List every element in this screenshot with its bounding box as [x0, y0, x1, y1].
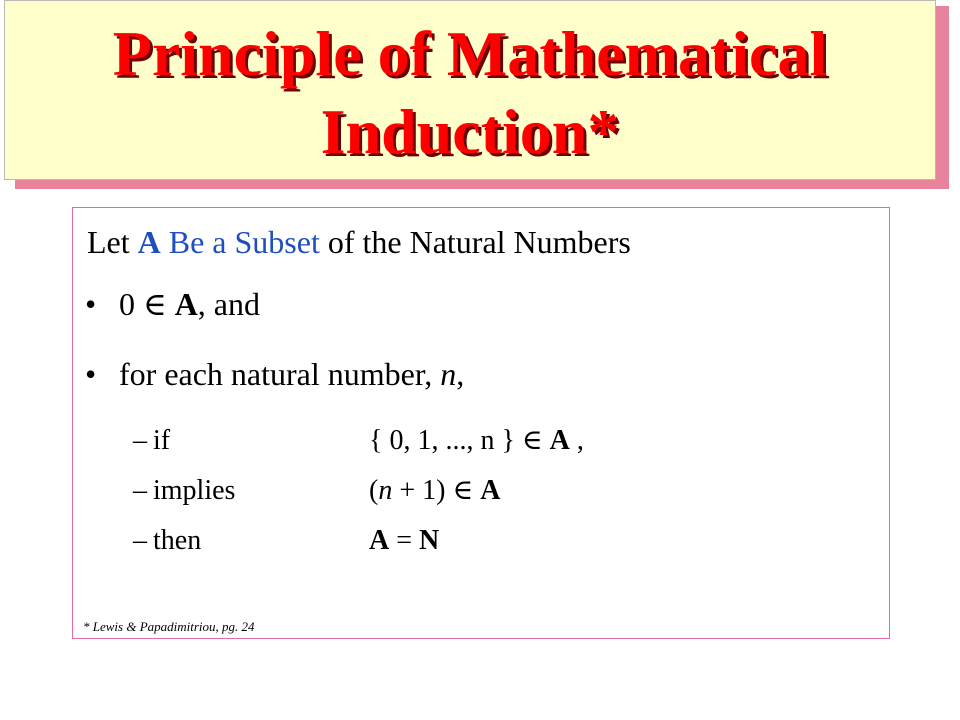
- var-n: n: [378, 475, 393, 506]
- space: [543, 425, 550, 456]
- slide-title: [5, 15, 935, 171]
- bullet-text: [119, 354, 464, 394]
- element-of-symbol: ∈: [521, 425, 543, 456]
- sub-dash: –: [133, 525, 147, 556]
- lead-rest: of the Natural Numbers: [319, 224, 631, 260]
- title-box: [4, 0, 936, 180]
- bullet-text: [119, 284, 260, 324]
- sub-expr: [369, 474, 500, 508]
- sub-item-implies: [133, 474, 500, 508]
- set-n: N: [419, 525, 440, 556]
- set-a: A: [549, 425, 570, 456]
- comma: ,: [456, 356, 465, 392]
- element-of-symbol: ∈: [143, 286, 167, 322]
- lead-line: [87, 222, 631, 262]
- sub-expr: [369, 524, 439, 558]
- set-expr: { 0, 1, ..., n }: [369, 425, 522, 456]
- open-paren: (: [369, 475, 379, 506]
- space: [167, 286, 175, 322]
- zero: 0: [119, 286, 143, 322]
- var-n: n: [440, 356, 457, 392]
- footnote: * Lewis & Papadimitriou, pg. 24: [83, 619, 255, 634]
- lead-set-a: A: [137, 224, 161, 260]
- equals: =: [389, 525, 420, 556]
- and-text: , and: [197, 286, 260, 322]
- set-a: A: [174, 286, 198, 322]
- lead-be-subset: Be a Subset: [160, 224, 320, 260]
- sub-expr: [369, 424, 584, 458]
- plus-one: + 1): [392, 475, 453, 506]
- sub-word: implies: [153, 475, 236, 506]
- bullet-each-natural: [85, 354, 464, 394]
- bullet-dot: •: [85, 286, 97, 322]
- sub-item-if: [133, 424, 584, 458]
- for-each-text: for each natural number,: [119, 356, 441, 392]
- set-a: A: [480, 475, 501, 506]
- lead-let: Let: [87, 224, 138, 260]
- set-a: A: [369, 525, 390, 556]
- bullet-zero-in-a: [85, 284, 260, 324]
- sub-dash: –: [133, 425, 147, 456]
- title-line-1: Principle of Mathematical: [112, 18, 828, 89]
- sub-dash: –: [133, 475, 147, 506]
- sub-word: if: [153, 425, 171, 456]
- title-line-2: Induction*: [320, 96, 620, 167]
- sub-item-then: [133, 524, 439, 558]
- sub-word: then: [153, 525, 202, 556]
- content-box: [72, 207, 890, 639]
- element-of-symbol: ∈: [452, 475, 474, 506]
- bullet-dot: •: [85, 356, 97, 392]
- trailing-comma: ,: [569, 425, 584, 456]
